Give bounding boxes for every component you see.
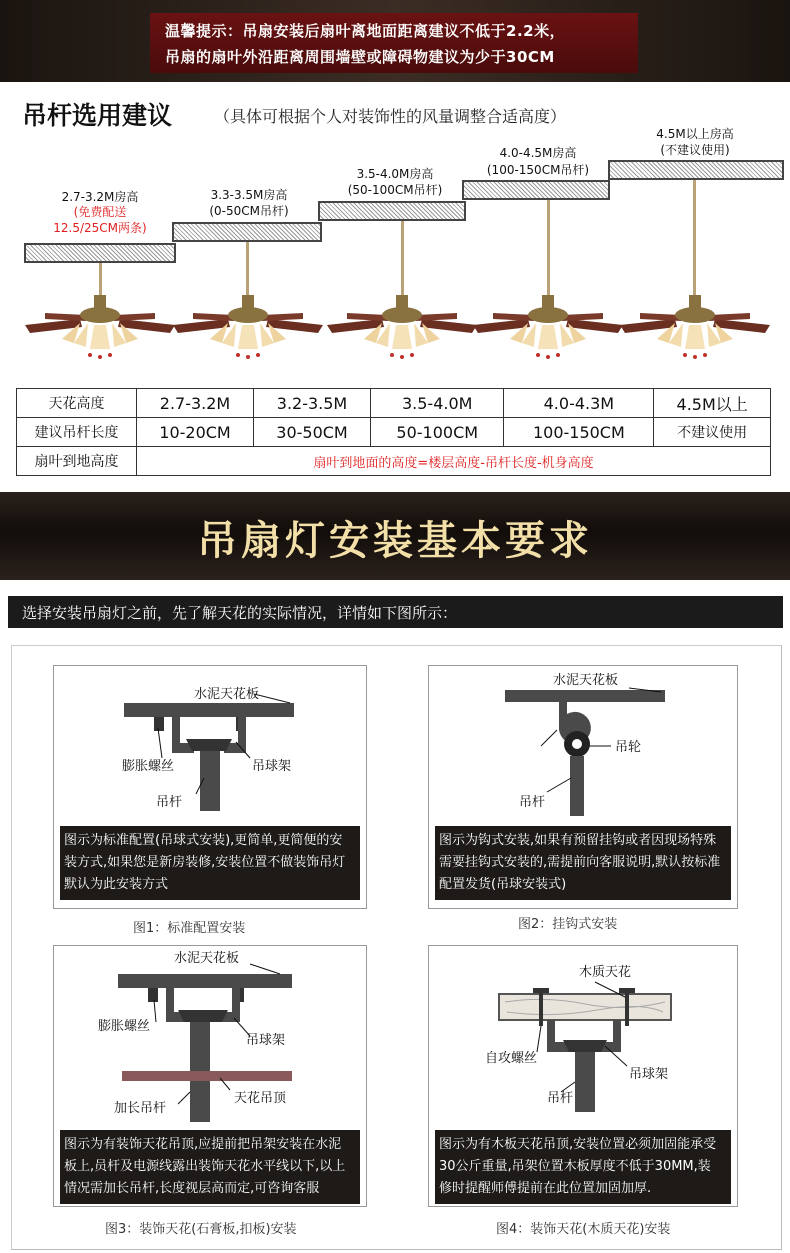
ceiling-fans-illustration bbox=[0, 285, 790, 365]
figure-3-label-rod: 加长吊杆 bbox=[114, 1101, 167, 1116]
figure-4-label-rod: 吊杆 bbox=[547, 1091, 574, 1106]
rod-section-subtitle: （具体可根据个人对装饰性的风量调整合适高度） bbox=[214, 107, 567, 126]
table-cell: 天花高度 bbox=[17, 389, 137, 418]
figure-4-label-bracket: 吊球架 bbox=[629, 1067, 669, 1082]
figure-1-description bbox=[60, 826, 360, 900]
figure-4-card bbox=[428, 945, 738, 1207]
table-row-rod-length bbox=[17, 418, 771, 447]
step-3-rod bbox=[401, 221, 404, 295]
install-note: 选择安装吊扇灯之前，先了解天花的实际情况，详情如下图所示： bbox=[22, 604, 458, 622]
step-1-note: (免费配送 bbox=[73, 205, 127, 219]
figure-4-desc-line: 30公斤重量,吊架位置木板厚度不低于30MM,装 bbox=[439, 1159, 711, 1174]
figure-3-label-bracket: 吊球架 bbox=[246, 1033, 286, 1048]
table-cell: 建议吊杆长度 bbox=[17, 418, 137, 447]
figure-1-desc-line: 默认为此安装方式 bbox=[64, 877, 169, 892]
step-4-ceiling-slab bbox=[462, 180, 610, 200]
figure-1-label-rod: 吊杆 bbox=[156, 795, 183, 810]
figure-3-label-ceiling: 水泥天花板 bbox=[174, 951, 240, 966]
table-row-ceiling-height bbox=[17, 389, 771, 418]
warning-banner bbox=[0, 0, 790, 82]
table-cell-formula: 扇叶到地面的高度=楼层高度-吊杆长度-机身高度 bbox=[137, 447, 771, 476]
install-title: 吊扇灯安装基本要求 bbox=[197, 517, 593, 564]
figure-2-desc-line: 配置发货(吊球安装式) bbox=[439, 877, 567, 892]
fan-2 bbox=[173, 295, 323, 359]
warning-line-1: 温馨提示：吊扇安装后扇叶离地面距离建议不低于2.2米， bbox=[165, 22, 566, 40]
fan-3 bbox=[327, 295, 477, 359]
figure-4-caption: 图4：装饰天花(木质天花)安装 bbox=[496, 1222, 671, 1237]
figure-3-desc-line: 情况需加长吊杆,长度视层高而定,可咨询客服 bbox=[64, 1181, 320, 1196]
figure-2-desc-line: 需要挂钩式安装的,需提前向客服说明,默认按标准 bbox=[439, 855, 721, 870]
figure-1-diagram bbox=[54, 666, 366, 826]
figure-2-desc-line: 图示为钩式安装,如果有预留挂钩或者因现场特殊 bbox=[439, 833, 717, 848]
fan-5 bbox=[620, 295, 770, 359]
figure-4-label-screw: 自攻螺丝 bbox=[485, 1051, 538, 1066]
figure-4-desc-line: 修时提醒师傅提前在此位置加固加厚. bbox=[439, 1181, 652, 1196]
figure-3-card bbox=[53, 945, 367, 1207]
step-3-ceiling-slab bbox=[318, 201, 466, 221]
table-cell: 4.0-4.3M bbox=[504, 389, 654, 418]
step-2-height: 3.3-3.5M房高 bbox=[210, 188, 288, 202]
figure-2-card bbox=[428, 665, 738, 909]
warning-line-2: 吊扇的扇叶外沿距离周围墙壁或障碍物建议为少于30CM bbox=[165, 48, 555, 66]
step-5-note: (不建议使用) bbox=[660, 143, 730, 157]
step-5-height: 4.5M以上房高 bbox=[656, 127, 734, 141]
figure-1-card bbox=[53, 665, 367, 909]
figure-2-label-rod: 吊杆 bbox=[519, 795, 546, 810]
step-4-height: 4.0-4.5M房高 bbox=[499, 146, 577, 160]
fan-4 bbox=[473, 295, 623, 359]
figure-3-desc-line: 图示为有装饰天花吊顶,应提前把吊架安装在水泥 bbox=[64, 1137, 342, 1152]
step-5-ceiling-slab bbox=[608, 160, 784, 180]
table-cell: 50-100CM bbox=[371, 418, 504, 447]
figure-2-diagram bbox=[429, 666, 737, 826]
step-4-rod bbox=[547, 200, 550, 295]
rod-section-title: 吊杆选用建议 bbox=[22, 101, 173, 130]
table-cell: 3.2-3.5M bbox=[254, 389, 371, 418]
step-1-note-2: 12.5/25CM两条) bbox=[53, 221, 147, 235]
figure-1-label-ceiling: 水泥天花板 bbox=[194, 687, 260, 702]
step-4-note: (100-150CM吊杆) bbox=[486, 163, 590, 177]
figure-1-desc-line: 图示为标准配置(吊球式安装),更简单,更简便的安 bbox=[64, 833, 343, 848]
step-2-note: (0-50CM吊杆) bbox=[209, 204, 289, 218]
figure-2-description bbox=[435, 826, 731, 900]
table-cell: 100-150CM bbox=[504, 418, 654, 447]
figure-2-label-wheel: 吊轮 bbox=[615, 740, 642, 755]
install-note-bar bbox=[8, 596, 783, 628]
figure-1-caption: 图1：标准配置安装 bbox=[133, 921, 246, 936]
figure-1-desc-line: 装方式,如果您是新房装修,安装位置不做装饰吊灯 bbox=[64, 855, 346, 870]
step-3-note: (50-100CM吊杆) bbox=[347, 183, 443, 197]
step-1-ceiling-slab bbox=[24, 243, 176, 263]
figure-1-label-screw: 膨胀螺丝 bbox=[122, 759, 175, 774]
figure-3-description bbox=[60, 1130, 360, 1204]
table-cell: 扇叶到地高度 bbox=[17, 447, 137, 476]
install-title-band bbox=[0, 492, 790, 580]
figure-2-caption: 图2：挂钩式安装 bbox=[518, 917, 618, 932]
figure-4-desc-line: 图示为有木板天花吊顶,安装位置必须加固能承受 bbox=[439, 1137, 717, 1152]
fan-1 bbox=[25, 295, 175, 359]
figure-4-description bbox=[435, 1130, 731, 1204]
figure-3-diagram bbox=[54, 946, 366, 1128]
figure-4-diagram bbox=[429, 946, 737, 1128]
table-cell: 不建议使用 bbox=[654, 418, 771, 447]
figure-3-label-screw: 膨胀螺丝 bbox=[98, 1019, 151, 1034]
figure-3-label-deco: 天花吊顶 bbox=[234, 1091, 287, 1106]
figure-3-caption: 图3：装饰天花(石膏板,扣板)安装 bbox=[105, 1222, 297, 1237]
table-cell: 30-50CM bbox=[254, 418, 371, 447]
figure-4-label-ceiling: 木质天花 bbox=[579, 965, 632, 980]
figure-1-label-bracket: 吊球架 bbox=[252, 759, 292, 774]
figure-3-desc-line: 板上,员杆及电源线露出装饰天花水平线以下,以上 bbox=[64, 1159, 346, 1174]
step-5-rod bbox=[693, 180, 696, 295]
step-2-ceiling-slab bbox=[172, 222, 322, 242]
step-1-height: 2.7-3.2M房高 bbox=[61, 190, 139, 204]
table-cell: 4.5M以上 bbox=[654, 389, 771, 418]
table-cell: 10-20CM bbox=[137, 418, 254, 447]
step-3-height: 3.5-4.0M房高 bbox=[356, 167, 434, 181]
table-row-blade-height bbox=[17, 447, 771, 476]
rod-spec-table bbox=[16, 388, 771, 476]
table-cell: 2.7-3.2M bbox=[137, 389, 254, 418]
table-cell: 3.5-4.0M bbox=[371, 389, 504, 418]
figure-2-label-ceiling: 水泥天花板 bbox=[553, 673, 619, 688]
